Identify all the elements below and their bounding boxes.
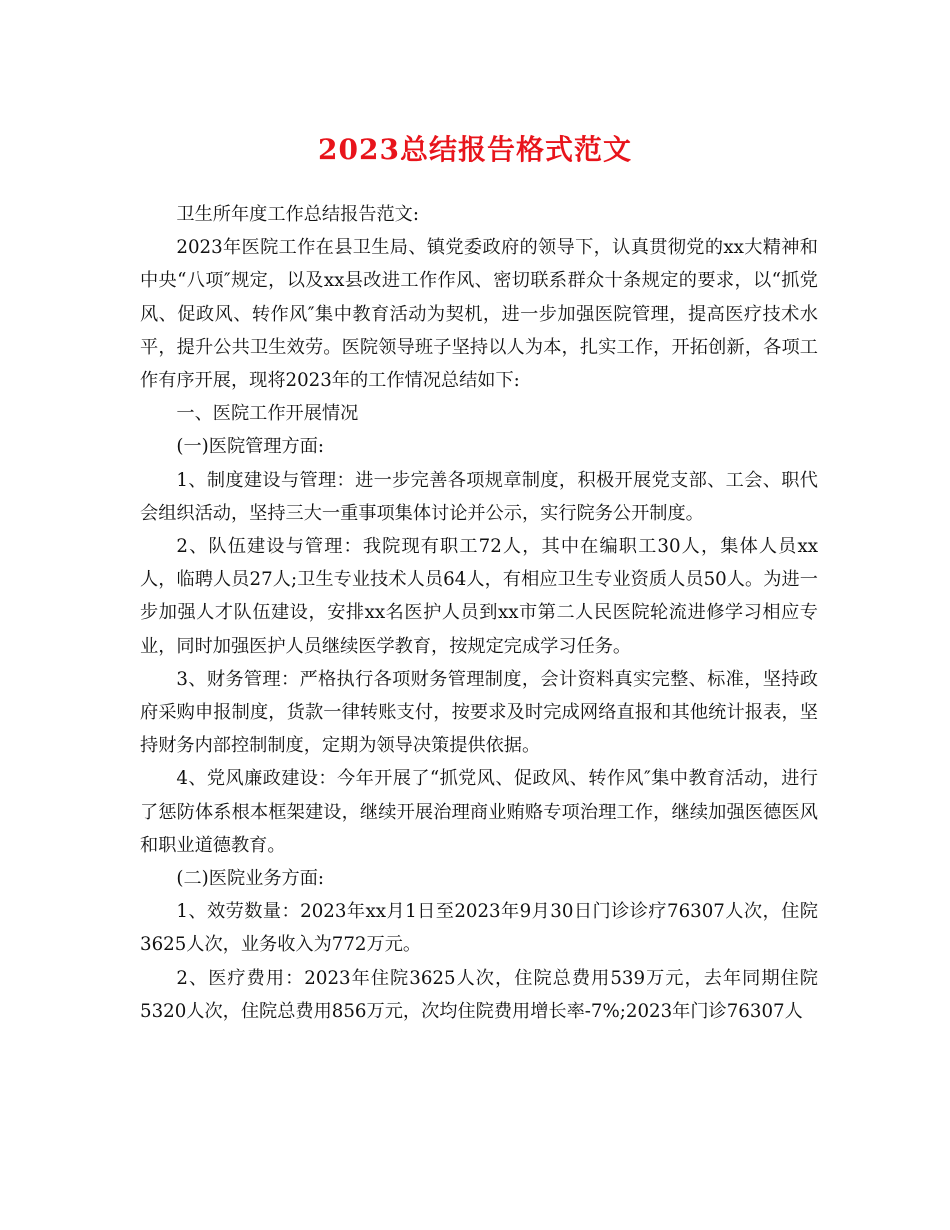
document-body (140, 198, 818, 1028)
paragraph: 3、财务管理：严格执行各项财务管理制度，会计资料真实完整、标准，坚持政府采购申报制度，货款一律转账支付，按要求及时完成网络直报和其他统计报表，坚持财务内部控制制度，定期为领导决策提供依据。 (140, 668, 818, 757)
paragraph: 2、医疗费用：2023年住院3625人次，住院总费用539万元，去年同期住院5320人次，住院总费用856万元，次均住院费用增长率-7%;2023年门诊76307人 (140, 967, 818, 1022)
document-title: 2023总结报告格式范文 (318, 133, 632, 166)
section-heading: 一、医院工作开展情况 (176, 403, 359, 425)
subsection-heading: (二)医院业务方面: (176, 868, 325, 890)
paragraph: 1、效劳数量：2023年xx月1日至2023年9月30日门诊诊疗76307人次，住院3625人次，业务收入为772万元。 (140, 901, 818, 956)
paragraph: 1、制度建设与管理：进一步完善各项规章制度，积极开展党支部、工会、职代会组织活动，坚持三大一重事项集体讨论并公示，实行院务公开制度。 (140, 469, 818, 524)
paragraph: 2、队伍建设与管理：我院现有职工72人，其中在编职工30人，集体人员xx人，临聘人员27人;卫生专业技术人员64人，有相应卫生专业资质人员50人。为进一步加强人才队伍建设，安排xx名医护人员到xx市第二人民医院轮流进修学习相应专业，同时加强医护人员继续医学教育，按规定完成学习任务。 (140, 536, 818, 657)
paragraph: 4、党风廉政建设：今年开展了“抓党风、促政风、转作风″集中教育活动，进行了惩防体系根本框架建设，继续开展治理商业贿赂专项治理工作，继续加强医德医风和职业道德教育。 (140, 768, 818, 856)
paragraph: 卫生所年度工作总结报告范文: (176, 204, 419, 225)
subsection-heading: (一)医院管理方面: (176, 436, 325, 458)
paragraph: 2023年医院工作在县卫生局、镇党委政府的领导下，认真贯彻党的xx大精神和中央“八项″规定，以及xx县改进工作作风、密切联系群众十条规定的要求，以“抓党风、促政风、转作风″集中教育活动为契机，进一步加强医院管理，提高医疗技术水平，提升公共卫生效劳。医院领导班子坚持以人为本，扎实工作，开拓创新，各项工作有序开展，现将2023年的工作情况总结如下: (140, 237, 818, 392)
